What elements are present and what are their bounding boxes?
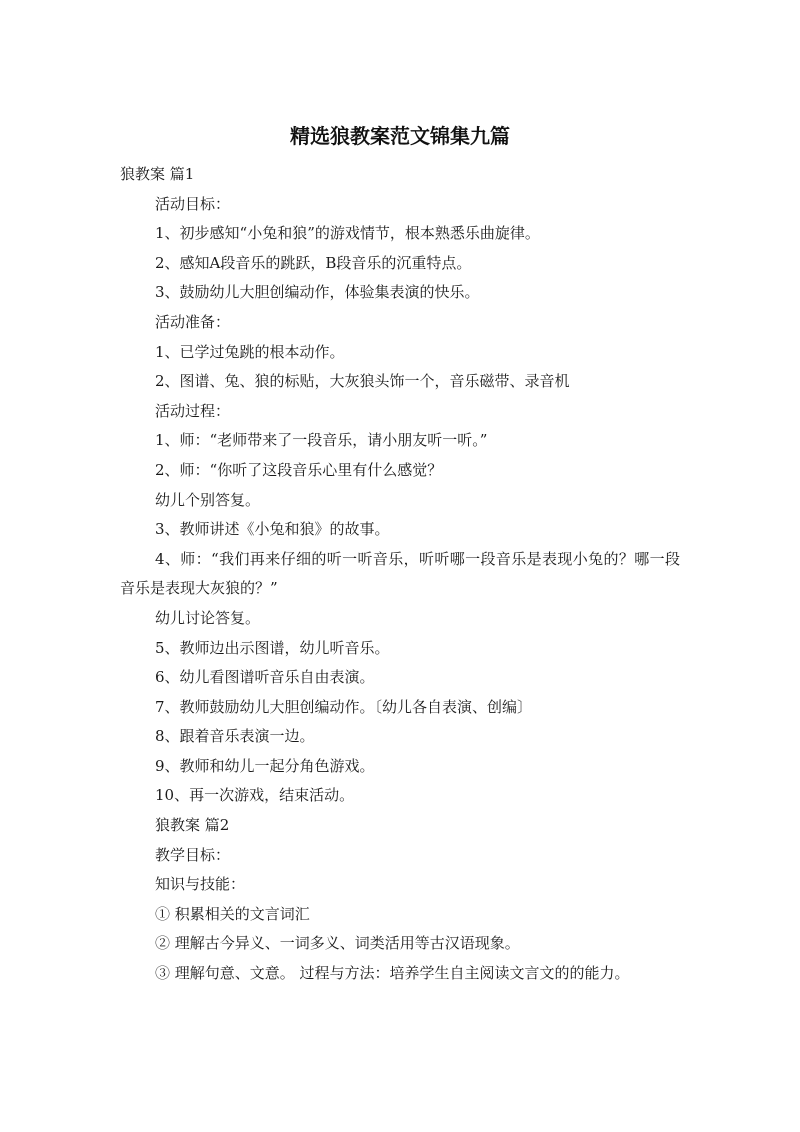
section-heading-2: 狼教案 篇2: [155, 816, 230, 835]
paragraph: 3、鼓励幼儿大胆创编动作，体验集表演的快乐。: [155, 283, 480, 302]
paragraph: 活动目标：: [155, 194, 231, 213]
paragraph: 3、教师讲述《小兔和狼》的故事。: [155, 520, 390, 539]
paragraph: ① 积累相关的文言词汇: [155, 904, 310, 923]
paragraph: 教学目标：: [155, 845, 231, 864]
paragraph: 1、初步感知“小兔和狼”的游戏情节，根本熟悉乐曲旋律。: [155, 224, 540, 243]
paragraph: 10、再一次游戏，结束活动。: [155, 786, 355, 805]
section-heading-1: 狼教案 篇1: [120, 165, 195, 183]
paragraph: 2、师：“你听了这段音乐心里有什么感觉？: [155, 460, 443, 479]
paragraph-wrapped: 4、师：“我们再来仔细的听一听音乐，听听哪一段音乐是表现小兔的？哪一段音乐是表现大灰狼的？”: [120, 549, 680, 598]
paragraph: 幼儿讨论答复。: [155, 608, 261, 627]
paragraph: 8、跟着音乐表演一边。: [155, 727, 315, 746]
paragraph: 6、幼儿看图谱听音乐自由表演。: [155, 668, 375, 687]
paragraph: 1、已学过兔跳的根本动作。: [155, 342, 345, 361]
paragraph: 9、教师和幼儿一起分角色游戏。: [155, 756, 375, 775]
paragraph: 2、图谱、兔、狼的标贴，大灰狼头饰一个，音乐磁带、录音机: [155, 372, 570, 391]
paragraph: 幼儿个别答复。: [155, 490, 261, 509]
paragraph: 2、感知A段音乐的跳跃，B段音乐的沉重特点。: [155, 253, 472, 272]
document-title: 精选狼教案范文锦集九篇: [290, 124, 510, 148]
paragraph: 7、教师鼓励幼儿大胆创编动作。〔幼儿各自表演、创编〕: [155, 697, 533, 716]
paragraph: ② 理解古今异义、一词多义、词类活用等古汉语现象。: [155, 934, 520, 953]
paragraph: 活动过程：: [155, 401, 231, 420]
paragraph: ③ 理解句意、文意。 过程与方法：培养学生自主阅读文言文的的能力。: [155, 964, 630, 983]
document-body: [120, 160, 680, 989]
paragraph: 5、教师边出示图谱，幼儿听音乐。: [155, 638, 390, 657]
paragraph: 知识与技能：: [155, 875, 246, 894]
paragraph: 活动准备：: [155, 312, 231, 331]
paragraph: 1、师：“老师带来了一段音乐，请小朋友听一听。”: [155, 431, 488, 450]
